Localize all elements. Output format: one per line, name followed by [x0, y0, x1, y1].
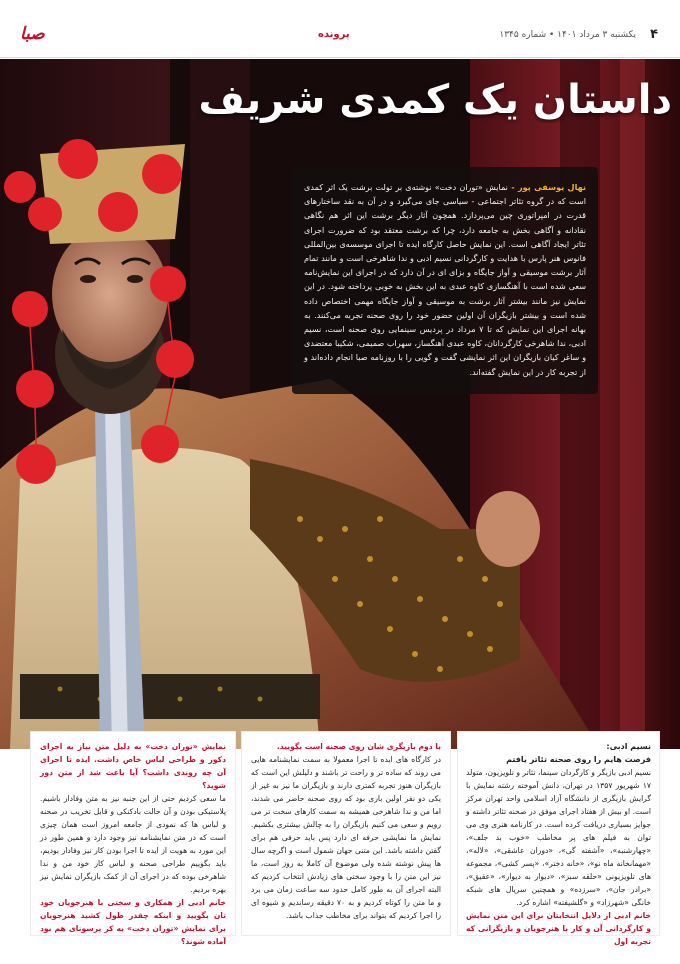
- hero-photo: [0, 59, 680, 749]
- page-header: [0, 0, 680, 58]
- intro-box: [292, 167, 598, 394]
- column-body: نسیم ادبی بازیگر و کارگردان سینما، تئاتر و تلویزیون، متولد ۱۷ شهریور ۱۳۵۷ در تهران، دانش آموخته رشته نمایش با گرایش بازیگری از دانشگاه آزاد اسلامی واحد تهران مرکز است. او بیش از هفتاد اجرای موفق در صحنه تئاتر داشته و جوایز بسیاری دریافت کرده است. در کارنامه هنری وی می توان به فیلم های پر مخاطب «خوب بد جلف»، «چهارشنبه»، «آشفته گی»، «دوران عاشقی»، «لاله»، «مهمانخانه ماه نو»، «خانه دختر»، «پسر کشی»، مجموعه های تلویزیونی «حلقه سبز»، «دیوار به دیوار»، «عقیق»، «برادر جان»، «سرزده» و همچنین سریال های شبکه خانگی «شهرزاد» و «گلشیفته» اشاره کرد.: [466, 768, 651, 907]
- column-subheading: فرصت هایم را روی صحنه تئاتر یافتم: [506, 755, 651, 764]
- section-name: پرونده: [318, 29, 350, 40]
- intro-author: نهال یوسفی پور -: [507, 182, 586, 192]
- interviewee-name: نسیم ادبی:: [606, 742, 651, 751]
- stage-photo-illustration: [0, 59, 680, 749]
- column-left: [30, 731, 236, 946]
- interview-question: با دوم بازیگری شان روی صحنه است بگویید.: [276, 742, 441, 751]
- intro-text: نمایش «توران دخت» نوشته‌ی بر تولت برشت یک اثر کمدی است که در گروه تئاتر اجتماعی - سیاسی جای می‌گیرد و در آن به نقد ساختارهای قدرت در امپراتوری چین می‌پردازد. همچون آثار دیگر برشت این اثر هم نگاهی نقادانه و آگاهی بخش به جامعه دارد، چرا که برشت معتقد بود که ضرورت اجرای تئاتر ایجاد آگاهی است. این نمایش حاصل کارگاه ایده تا اجرای موسسه‌ی بین‌المللی فانوس هنر پارس با هدایت و کارگردانی نسیم ادبی و ندا شاهرخی است و مانند تمام آثار برشت موسیقی و آواز جایگاه و بزای ای در آن دارد که در اجرای این نمایش‌نامه سعی شده است با آهنگسازی کاوه عبدی به این بخش به خوبی پرداخته شود. در این نمایش نیز مانند بیشتر آثار برشت به موسیقی و آواز جایگاه مهمی اختصاص داده شده است و بیشتر بازیگران آن اولین حضور خود را روی صحنه تجربه می‌کنند. به بهانه اجرای این نمایش که تا ۷ مرداد در پردیس سینمایی روی صحنه است، نسیم ادبی، ندا شاهرخی کارگردانان، کاوه عبدی آهنگساز، سهراب صمیمی، شکیبا معتضدی و ساغر کیان بازیگران این اثر نمایشی گفت و گویی را با روزنامه صبا انجام داده‌اند و از تجربه کار در این نمایش گفته‌اند.: [304, 182, 586, 377]
- column-middle: [241, 731, 451, 936]
- article-headline: داستان یک کمدی شریف: [198, 77, 672, 123]
- newspaper-logo: صبا: [20, 24, 45, 44]
- issue-info: یکشنبه ۳ مرداد ۱۴۰۱ • شماره ۱۳۴۵: [499, 30, 636, 40]
- interview-question: نمایش «توران دخت» به دلیل متن نیاز به اجرای دکور و طراحی لباس خاص داشت. ایده تا اجرای آن چه روندی داشت؟ آیا باعث شد از متن دور شوید؟: [40, 742, 226, 790]
- column-right: [457, 731, 660, 946]
- page-footer-margin: [0, 946, 680, 964]
- interview-question: خانم ادبی از همکاری و سختی با هنرجویان خود تان بگویید و اینکه چقدر طول کشید هنرجویان برای نمایش «توران دخت» به کر پرسونای هم بود آماده شوند؟: [40, 898, 226, 946]
- column-body: ما سعی کردیم حتی از این جنبه نیز به متن وفادار باشیم. پلاستیکی بودن و آن حالت بادکنکی و قابل تخریب در صحنه و لباس ها که نمودی از جامعه امروز است همان چیزی است که در متن نمایشنامه نیز وجود دارد و همین طور در این مورد به هویت از ایده تا اجرا بودن کار نیز وفادار بودیم، باید بگوییم طراحی صحنه و لباس کار خود من و ندا شاهرخی بوده که در اجرای آن از کمک بازیگران نمایش نیز بهره بردیم.: [40, 794, 226, 894]
- column-body: در کارگاه های ایده تا اجرا معمولا به سمت نمایشنامه هایی می روند که ساده تر و راحت تر باشند و دلیلش این است که بازیگران هنوز تجربه کمتری دارند و بازیگران ما نیز به غیر از یکی دو نفر اولین باری بود که روی صحنه حاضر می شدند، اما من و ندا شاهرخی همیشه به سمت کارهای سخت تر می رویم و سعی می کنیم بازیگران را به چالش بیشتری بکشیم. نمایش ما نمایشی حرفه ای دارد پس باید حرفی هم برای گفتن داشته باشد. این متنی جهان شمول است و اگرچه سال ها پیش نوشته شده ولی موضوع آن کاملا به روز است، ما نیز این متن را با وجود سختی های زیادش انتخاب کردیم که البته اجرای آن به طور کامل حدود سه ساعت زمان می برد و ما متن را کوتاه کردیم و به ۷۰ دقیقه رساندیم و شیوه ای را اجرا کردیم که بتواند برای مخاطب جذاب باشد.: [251, 755, 441, 920]
- page-number: ۴: [650, 27, 658, 42]
- interview-question: خانم ادبی از دلایل انتخابتان برای این متن نمایش و کارگردانی آن و کار با هنرجویان و بازیگرانی که تجربه اول: [466, 911, 651, 946]
